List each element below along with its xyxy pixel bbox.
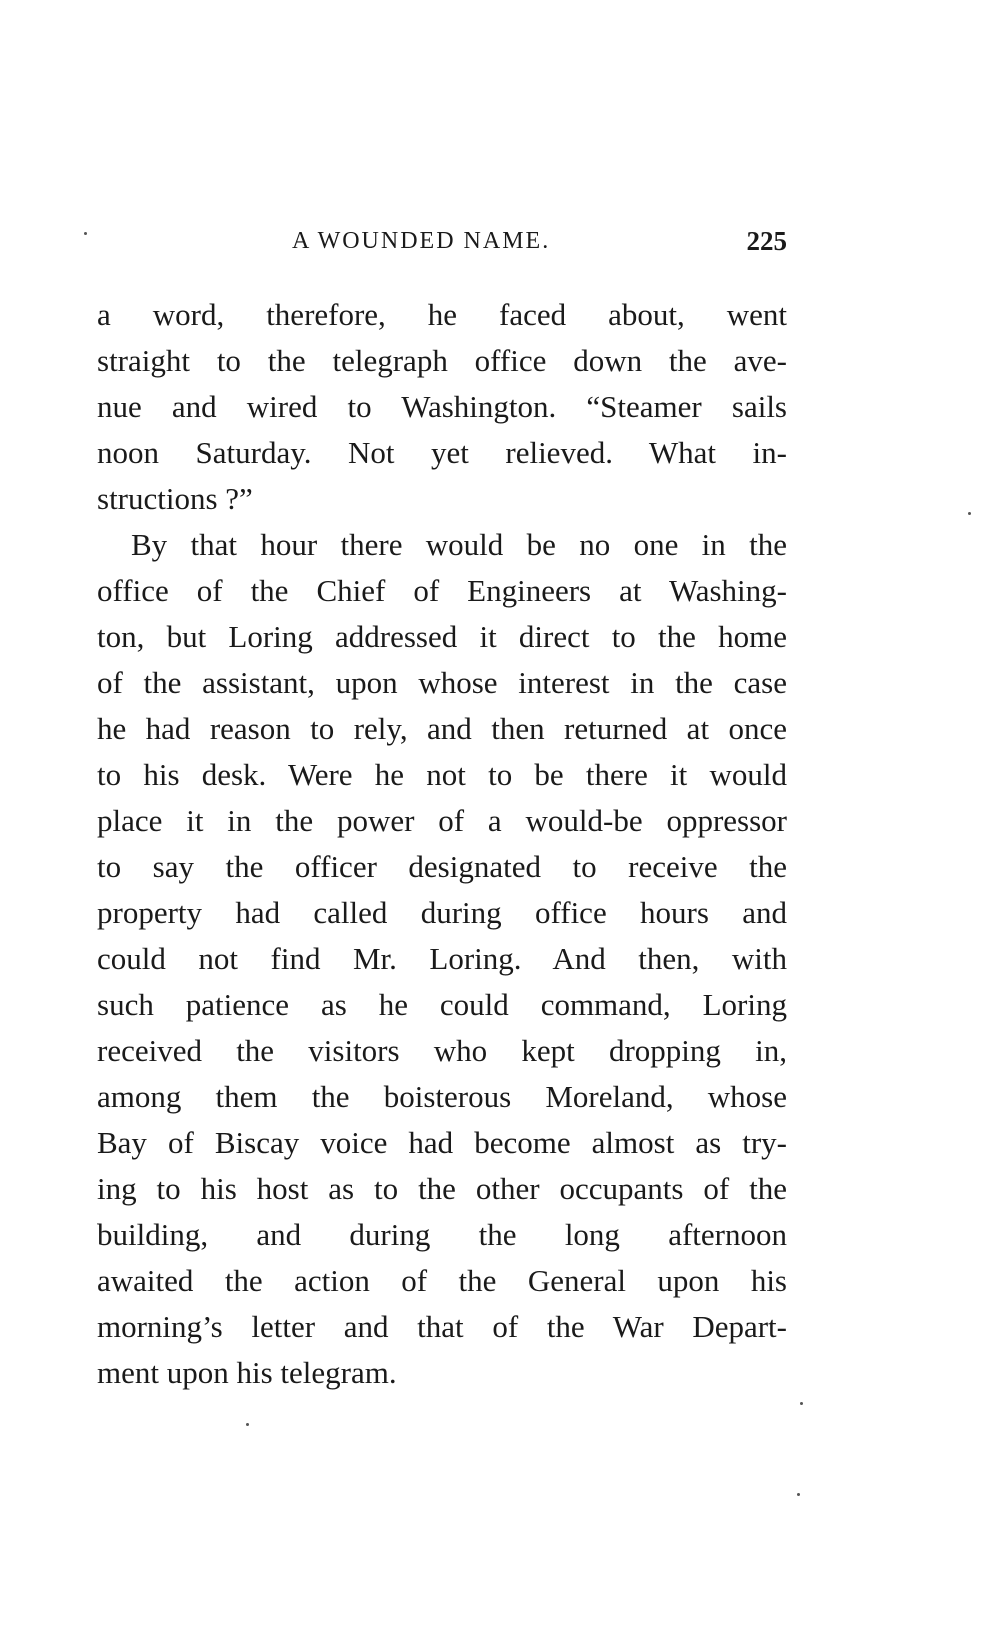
text-line: noon Saturday. Not yet relieved. What in- <box>97 435 787 470</box>
text-line: ment upon his telegram. <box>97 1355 397 1390</box>
text-line: to his desk. Were he not to be there it would <box>97 757 787 792</box>
text-line: building, and during the long afternoon <box>97 1217 787 1252</box>
text-line: received the visitors who kept dropping in, <box>97 1033 787 1068</box>
text-line: he had reason to rely, and then returned at once <box>97 711 787 746</box>
paper-speck <box>968 512 971 515</box>
text-line: morning’s letter and that of the War Depart- <box>97 1309 787 1344</box>
page-number: 225 <box>746 226 787 256</box>
text-line: Bay of Biscay voice had become almost as try- <box>97 1125 787 1160</box>
body-text <box>97 292 787 1396</box>
text-line: structions ?” <box>97 481 253 516</box>
text-line: straight to the telegraph office down the ave- <box>97 343 787 378</box>
text-line: ing to his host as to the other occupants of the <box>97 1171 787 1206</box>
text-line: place it in the power of a would-be oppressor <box>97 803 787 838</box>
text-line: property had called during office hours and <box>97 895 787 930</box>
paper-speck <box>800 1402 803 1405</box>
running-head <box>97 228 787 264</box>
text-line: nue and wired to Washington. “Steamer sails <box>97 389 787 424</box>
paper-speck <box>797 1493 800 1496</box>
text-line: office of the Chief of Engineers at Washing- <box>97 573 787 608</box>
text-line: awaited the action of the General upon his <box>97 1263 787 1298</box>
text-line: a word, therefore, he faced about, went <box>97 297 787 332</box>
text-line: ton, but Loring addressed it direct to the home <box>97 619 787 654</box>
text-line: to say the officer designated to receive the <box>97 849 787 884</box>
running-head-title: A WOUNDED NAME. <box>292 228 551 254</box>
text-line: among them the boisterous Moreland, whose <box>97 1079 787 1114</box>
paper-speck <box>246 1423 249 1426</box>
text-line: could not find Mr. Loring. And then, with <box>97 941 787 976</box>
paper-speck <box>84 232 87 235</box>
text-line: of the assistant, upon whose interest in the case <box>97 665 787 700</box>
text-line: By that hour there would be no one in the <box>131 527 787 562</box>
text-line: such patience as he could command, Loring <box>97 987 787 1022</box>
